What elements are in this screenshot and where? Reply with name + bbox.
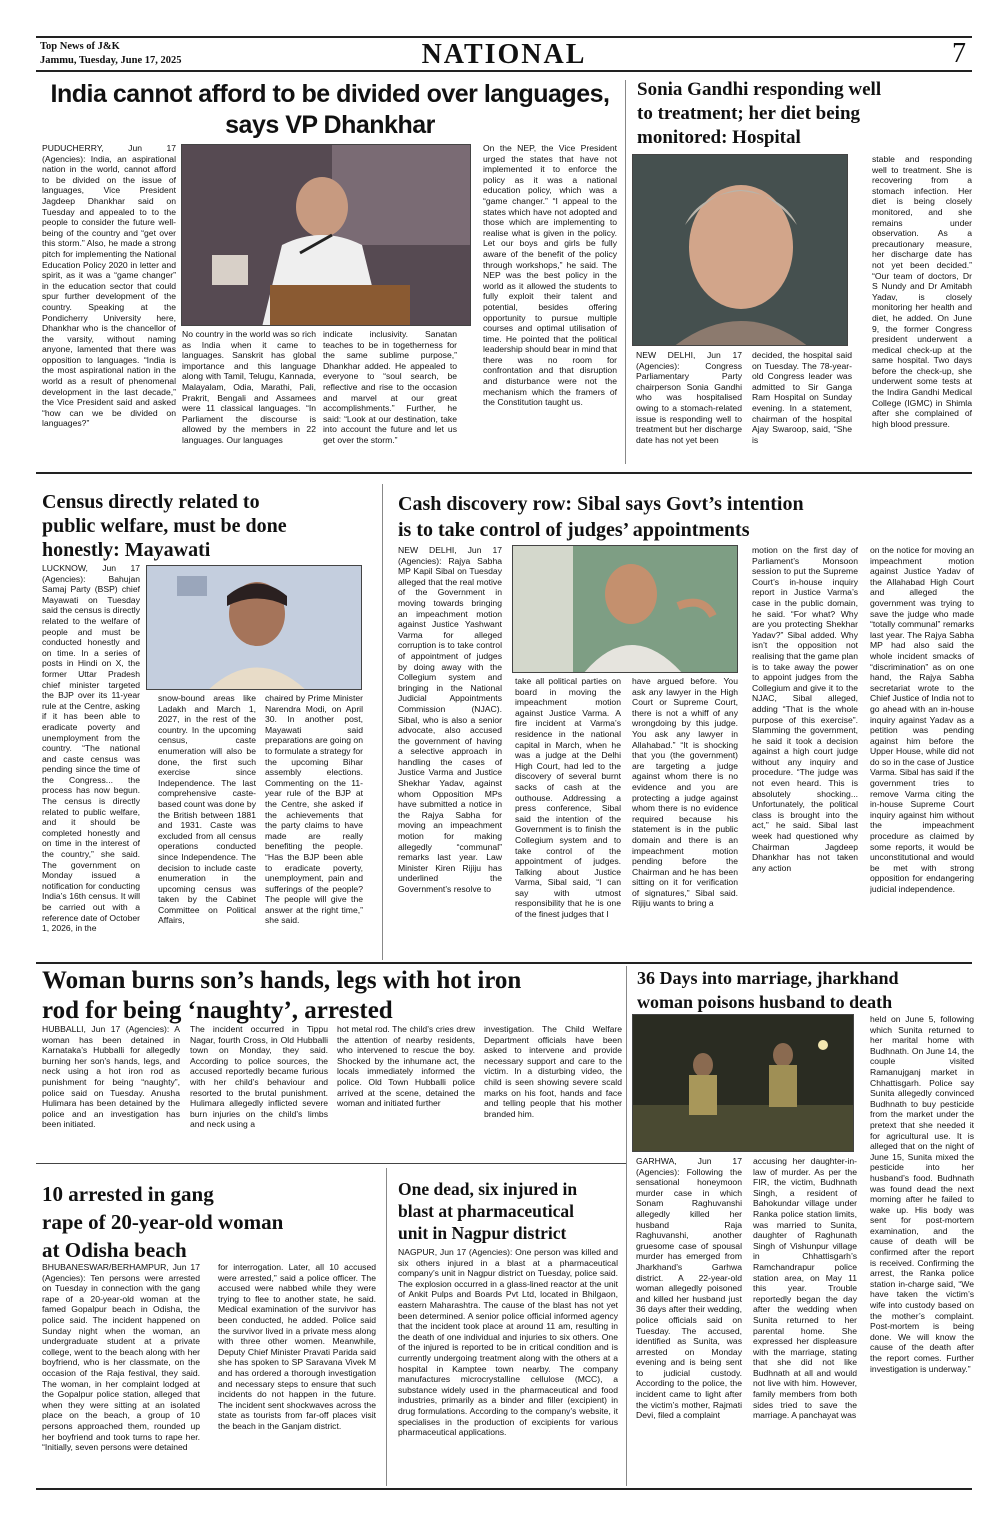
- jharkhand-headline: [637, 966, 977, 1014]
- dhankhar-photo: [181, 144, 471, 326]
- iron-col-2: [190, 1024, 328, 1150]
- masthead: [36, 36, 972, 72]
- mayawati-text-3: chaired by Prime Minister Narendra Modi, on April 30. In another post, Mayawati said preparations are going on to formulate a strategy for the upcoming Bihar assembly elections. Commenting on the 11-year rule of the BJP at the Centre, she asked if the achievements that the party claims to have made are really benefiting the people. “Has the BJP been able to eradicate poverty, unemployment, pain and sufferings of the people? The people will give the answer at the right time,” she said.: [265, 693, 363, 926]
- iron-col-1: [42, 1024, 180, 1150]
- dhankhar-photo-art: [182, 145, 471, 326]
- odisha-headline-line3: at Odisha beach: [42, 1238, 187, 1262]
- mayawati-text-1: LUCKNOW, Jun 17 (Agencies): Bahujan Samaj Party (BSP) chief Mayawati on Tuesday said the census is directly related to the welfare of people and must be conducted honestly and on time. In a series of posts in Hindi on X, the former Uttar Pradesh chief minister targeted the BJP over its 11-year rule at the Centre, asking if it has been able to eradicate poverty and unemployment from the country. “The national and caste census was pending since the time of the Congress... the process has now begun. The census is directly related to public welfare, and it should be completed honestly and on time in the interest of the country,” she said. The government on Monday issued a notification for conducting India’s 16th census. It will be carried out with a reference date of October 1, 2026, in the: [42, 563, 140, 934]
- sibal-headline: [398, 491, 973, 543]
- sonia-text-3: stable and responding well to treatment. She is recovering from a stomach infection. Her diet is being closely monitored, and she remains under observation. As a precautionary measure, her discharge date has not yet been decided.” “Our team of doctors, Dr S Nundy and Dr Amitabh Yadav, is closely monitoring her health and diet, he added. On June 9, the former Congress president underwent a medical check-up at the same hospital. Two days before the check-up, she underwent some tests at the Indira Gandhi Medical College (IGMC) in Shimla after she complained of high blood pressure.: [872, 154, 972, 429]
- dhankhar-col-2: [182, 329, 316, 461]
- mayawati-headline-line3: honestly: Mayawati: [42, 539, 211, 561]
- jharkhand-photo: [632, 1014, 854, 1152]
- dhankhar-col-3: [323, 329, 457, 461]
- nagpur-headline-line3: unit in Nagpur district: [398, 1223, 567, 1243]
- odisha-col-2: [218, 1262, 376, 1486]
- dhankhar-text-4: On the NEP, the Vice President urged the states that have not implemented it to enforce the policy as it was a national education policy, which was a “game changer.” “I appeal to the states which have not adopted and those which are implementing to realise what is given in the policy. Let our boys and girls be fully aware of the benefit of the policy through workshops,” he said. The NEP was the best policy in the world as it allowed the students to fully exploit their talent and potential, besides offering opportunity to pursue multiple courses and optimal utilisation of time. He pointed that the political leadership should bear in mind that there was no room for confrontation and that disruption and disturbance were not the mechanism which the framers of the Constitution taught us.: [483, 143, 617, 408]
- sibal-col-1: [398, 545, 502, 958]
- sibal-col-5: [870, 545, 974, 958]
- dhankhar-headline-line1: India cannot afford to be divided over languages,: [50, 80, 610, 108]
- page-number: 7: [952, 38, 966, 69]
- mayawati-headline-line1: Census directly related to: [42, 491, 260, 513]
- sonia-text-1: NEW DELHI, Jun 17 (Agencies): Congress Parliamentary Party chairperson Sonia Gandhi who was hospitalised owing to a stomach-related issue is responding well to treatment but her discharge date has not yet been: [636, 350, 742, 445]
- mayawati-photo-art: [147, 566, 362, 690]
- mayawati-photo: [146, 565, 362, 690]
- nagpur-text-1: NAGPUR, Jun 17 (Agencies): One person was killed and six others injured in a blast at a pharmaceutical company’s unit in Nagpur district on Tuesday, police said. The explosion occurred in a glass-lined reactor at the unit of Ankit Pulps and Boards Pvt Ltd, located in Bhilgaon, eastern Maharashtra. The cause of the blast has not yet been determined. A senior police official informed agency that the incident took place at around 11 am, resulting in the death of one individual and injuries to six others. One of the injured is reported to be in critical condition and is currently undergoing treatment along with the others at a hospital in Kamptee town nearby. The company manufactures microcrystalline cellulose (MCC), a substance widely used in the pharmaceutical and food industries, primarily as a binder and filler (excipient) in drug formulations. According to the company’s website, it specialises in the production of excipients for various pharmaceutical applications.: [398, 1247, 618, 1438]
- jharkhand-col-1: [636, 1156, 742, 1486]
- divider: [625, 80, 626, 464]
- odisha-text-2: for interrogation. Later, all 10 accused were arrested,” said a police officer. The accused were nabbed while they were trying to flee to another state, he said. Medical examination of the survivor has been conducted, he added. Police said the survivor lived in a private mess along with three other women. Meanwhile, Deputy Chief Minister Pravati Parida said she has spoken to SP Saravana Vivek M and has ordered a thorough investigation and necessary steps to ensure that such incidents do not happen in the future. The incident sent shockwaves across the state as tourists from far-off places visit the beach in the Ganjam district.: [218, 1262, 376, 1431]
- odisha-headline-line1: 10 arrested in gang: [42, 1182, 214, 1206]
- nagpur-headline-line2: blast at pharmaceutical: [398, 1201, 574, 1221]
- jharkhand-col-2: [753, 1156, 857, 1486]
- divider: [386, 1168, 387, 1486]
- jharkhand-text-2: accusing her daughter-in-law of murder. As per the FIR, the victim, Budhnath Singh, a resident of Bahokundar village under Ranka police station limits, was married to Sunita, daughter of Raghunath Singh of Vishunpur village in Chhattisgarh’s Ramchandrapur police station area, on May 11 this year. Trouble reportedly began the day after the wedding when Sunita returned to her parental home. She expressed her displeasure with the marriage, stating that she did not like Budhnath at all and would not live with him. However, family members from both sides tried to save the marriage. A panchayat was: [753, 1156, 857, 1421]
- dhankhar-col-4: [483, 143, 617, 461]
- nagpur-col-1: [398, 1247, 618, 1486]
- sibal-text-1: NEW DELHI, Jun 17 (Agencies): Rajya Sabha MP Kapil Sibal on Tuesday alleged that the real motive of the Government in moving towards bringing an impeachment motion against Justice Yashwant Varma for alleged corruption is to take control of appointment of judges by doing away with the Collegium system and bringing in the National Judicial Appointments Commission (NJAC). Sibal, who is also a senior advocate, also accused the government of having a selective approach in handling the cases of Justice Varma and Justice Shekhar Yadav, against whom Opposition MPs have submitted a notice in the Rajya Sabha for moving an impeachment motion for making allegedly “communal” remarks last year. Law Minister Kiren Rijiju has underlined the Government’s resolve to: [398, 545, 502, 894]
- iron-text-2: The incident occurred in Tippu Nagar, fourth Cross, in Old Hubballi town on Monday, they said. According to police sources, the accused reportedly became furious with her child’s behaviour and resorted to the brutal punishment. Hulimara allegedly inflicted severe burn injuries on the child’s limbs and neck using a: [190, 1024, 328, 1130]
- sonia-text-2: decided, the hospital said on Tuesday. The 78-year-old Congress leader was admitted to Sir Ganga Ram Hospital on Sunday evening. In a statement, chairman of the hospital Ajay Swaroop, said, “She is: [752, 350, 852, 445]
- sonia-col-1: [636, 350, 742, 462]
- mayawati-text-2: snow-bound areas like Ladakh and March 1, 2027, in the rest of the country. In the upcoming census, caste enumeration will also be done, the first such exercise since Independence. The last comprehensive caste-based count was done by the British between 1881 and 1931. Caste was excluded from all census operations conducted since Independence. The decision to include caste enumeration in the upcoming census was taken by the Cabinet Committee on Political Affairs,: [158, 693, 256, 926]
- bottom-rule: [36, 1488, 972, 1490]
- mayawati-col-3: [265, 693, 363, 958]
- dhankhar-headline-line2: says VP Dhankhar: [225, 111, 435, 139]
- odisha-headline: [42, 1180, 382, 1264]
- sibal-photo: [512, 545, 738, 673]
- odisha-col-1: [42, 1262, 200, 1486]
- sibal-headline-line1: Cash discovery row: Sibal says Govt’s intention: [398, 493, 804, 515]
- dhankhar-text-3: indicate inclusivity. Sanatan teaches to be in togetherness for the same sublime purpose,” Dhankhar added. He appealed to everyone to “soul search, be reflective and rise to the occasion and marvel at our great accomplishments.” Further, he said: “Look at our destination, take into account the future and let us get over the storm.”: [323, 329, 457, 445]
- section-rule: [36, 962, 972, 964]
- dhankhar-text-2: No country in the world was so rich as India when it came to languages. Sanskrit has global importance and this language along with Tamil, Telugu, Kannada, Malayalam, Odia, Marathi, Pali, Prakrit, Bengali and Assamees were 11 classical languages. “In Parliament the discourse is allowed by the members in 22 languages. Our languages: [182, 329, 316, 445]
- dhankhar-headline: [40, 79, 620, 141]
- mayawati-headline-line2: public welfare, must be done: [42, 515, 287, 537]
- sibal-col-2: [515, 676, 621, 958]
- jharkhand-text-1: GARHWA, Jun 17 (Agencies): Following the sensational honeymoon murder case in which Sonam Raghuvanshi allegedly killed her husband Raja Raghuvanshi, another gruesome case of spousal murder has emerged from Jharkhand’s Garhwa district. A 22-year-old woman allegedly poisoned and killed her husband just 36 days after their wedding, police officials said on Tuesday. The accused, identified as Sunita, was arrested on Monday evening and is being sent to judicial custody. According to the police, the incident came to light after the victim’s mother, Rajmati Devi, filed a complaint: [636, 1156, 742, 1421]
- divider: [382, 484, 383, 960]
- section-rule: [36, 1163, 626, 1164]
- sonia-headline-line1: Sonia Gandhi responding well: [637, 79, 882, 100]
- jharkhand-col-3: [870, 1014, 974, 1486]
- sibal-col-3: [632, 676, 738, 958]
- section-rule: [36, 472, 972, 474]
- nagpur-headline-line1: One dead, six injured in: [398, 1179, 578, 1199]
- sonia-headline-line2: to treatment; her diet being: [637, 103, 861, 124]
- jharkhand-headline-line1: 36 Days into marriage, jharkhand: [637, 968, 899, 988]
- iron-text-1: HUBBALLI, Jun 17 (Agencies): A woman has been detained in Karnataka’s Hubballi for allegedly burning her son’s hands, legs, and neck using a hot iron rod as punishment for being “naughty”, police said on Tuesday. Anusha Hulimara has been detained by the police and an investigation has been initiated.: [42, 1024, 180, 1130]
- sibal-photo-art: [513, 546, 738, 673]
- sonia-photo: [632, 154, 848, 346]
- sonia-col-3: [872, 154, 972, 462]
- dhankhar-text-1: PUDUCHERRY, Jun 17 (Agencies): India, an aspirational nation in the world, cannot afford to be divided on the issue of languages, Vice President Jagdeep Dhankhar said on Tuesday and appealed to to the people to consider the future well-being of the country and “get over this storm.” Also, he made a strong pitch for implementing the National Education Policy 2020 in letter and spirit, as it was a “game changer” in the education sector that could spur further development of the country. Speaking at the Pondicherry University here, Dhankhar who is the chancellor of the varsity, without naming anyone, lamented that there was opposition to languages. “India is the most aspirational nation in the world as a result of phenomenal development in the last decade,” the Vice President said and asked “how can we be divided on languages?”: [42, 143, 176, 429]
- iron-col-4: [484, 1024, 622, 1150]
- iron-text-3: hot metal rod. The child’s cries drew the attention of nearby residents, who intervened to rescue the boy. Shocked by the inhumane act, the locals immediately informed the police. Old Town Hubballi police arrived at the scene, detained the woman and initiated further: [337, 1024, 475, 1109]
- sonia-col-2: [752, 350, 852, 462]
- iron-col-3: [337, 1024, 475, 1150]
- jharkhand-text-3: held on June 5, following which Sunita returned to her marital home with Budhnath. On June 14, the couple visited Ramanujganj market in Chhattisgarh. Police say Sunita allegedly convinced Budhnath to buy pesticide from the market under the pretext that she needed it for agricultural use. It is alleged that on the night of June 15, Sunita mixed the pesticide into her husband’s food. Budhnath was found dead the next morning after he failed to wake up. His body was sent for post-mortem examination, and the cause of death will be confirmed after the report is received. Confirming the arrest, the Ranka police station in-charge said, “We have taken the victim’s wife into custody based on the mother’s complaint. Post-mortem is being done. We will know the cause of the death after the report comes. Further investigation is underway.”: [870, 1014, 974, 1374]
- dhankhar-col-1: [42, 143, 176, 461]
- nagpur-headline: [398, 1178, 628, 1244]
- sonia-headline-line3: monitored: Hospital: [637, 127, 801, 148]
- sibal-text-2: take all political parties on board in moving the impeachment motion against Justice Varma. A fire incident at Varma’s residence in the national capital in March, when he was a judge at the Delhi High Court, had led to the discovery of several burnt sacks of cash at the outhouse. Addressing a press conference, Sibal said the intention of the Government is to finish the Collegium system and to take control of the appointment of judges. Talking about Justice Varma, Sibal said, “I can say with utmost responsibility that he is one of the finest judges that I: [515, 676, 621, 920]
- sonia-headline: [637, 78, 967, 150]
- section-title: NATIONAL: [421, 39, 587, 70]
- paper-name: Top News of J&K: [40, 41, 120, 52]
- iron-headline-line2: rod for being ‘naughty’, arrested: [42, 997, 393, 1024]
- sibal-text-4: motion on the first day of Parliament’s Monsoon session to put the Supreme Court’s in-house inquiry report in Justice Varma’s case in the public domain, he said. “For what? Why are you protecting Shekhar Yadav?” Sibal added. Why isn’t the opposition not realising that the game plan is to take away the power to appoint judges from the Collegium and give it to the NJAC, Sibal alleged, adding “That is the whole purpose of this exercise”. Slamming the government, he said it took a decision against a high court judge without any inquiry and procedure. “The judge was not even heard. This is absolutely shocking... Unfortunately, the political class is brought into the act,” he said. Sibal last week had questioned why Chairman Jagdeep Dhankhar has not taken any action: [752, 545, 858, 873]
- mayawati-col-1: [42, 563, 140, 958]
- sibal-headline-line2: is to take control of judges’ appointments: [398, 519, 750, 541]
- odisha-headline-line2: rape of 20-year-old woman: [42, 1210, 284, 1234]
- sonia-photo-art: [633, 155, 848, 346]
- iron-text-4: investigation. The Child Welfare Department officials have been asked to intervene and provide necessary support and care to the victim. In a disturbing video, the child is seen showing severe scald marks on his foot, hands and face and telling people that his mother branded him.: [484, 1024, 622, 1119]
- jharkhand-photo-art: [633, 1015, 854, 1152]
- iron-headline: [42, 966, 622, 1026]
- mayawati-col-2: [158, 693, 256, 958]
- dateline: Jammu, Tuesday, June 17, 2025: [40, 55, 182, 66]
- sibal-col-4: [752, 545, 858, 958]
- mayawati-headline: [42, 490, 372, 562]
- jharkhand-headline-line2: woman poisons husband to death: [637, 992, 893, 1012]
- sibal-text-5: on the notice for moving an impeachment motion against Justice Yadav of the Allahabad High Court and alleged the government was trying to save the judge who made “totally communal” remarks last year. The Rajya Sabha MP had also said the whole incident smacks of “discrimination” as on one hand, the Rajya Sabha secretariat wrote to the Chief Justice of India not to go ahead with an in-house inquiry against Yadav as a petition was pending against him before the Upper House, while did not do so in the case of Justice Varma. Sibal has said if the government tries to remove Varma citing the in-house Supreme Court inquiry against him without the impeachment procedure as claimed by some reports, it would be unconstitutional and would be met with strong opposition for endangering judicial independence.: [870, 545, 974, 894]
- sibal-text-3: have argued before. You ask any lawyer in the High Court or Supreme Court, there is not a whiff of any wrongdoing by this judge. You ask any lawyer in Allahabad.” “It is shocking that you (the government) are targeting a judge against whom there is no evidence and you are protecting a judge against whom there is no evidence required because his statement is in the public domain and there is an impeachment motion pending before the Chairman and he has been sitting on it for verification of signatures,” Sibal said. Rijiju wants to bring a: [632, 676, 738, 909]
- odisha-text-1: BHUBANESWAR/BERHAMPUR, Jun 17 (Agencies): Ten persons were arrested on Tuesday in connection with the gang rape of a 20-year-old woman at the famed Gopalpur beach in Odisha, the police said. The incident happened on Sunday night when the woman, an undergraduate student at a private college, went to the beach along with her boyfriend, who is her classmate, on the occasion of the Raja festival, they said. The woman, in her complaint lodged at the Gopalpur police station, alleged that when they were sitting at an isolated place on the beach, a group of 10 persons approached them, rounded up her boyfriend and took turns to rape her. “Initially, seven persons were detained: [42, 1262, 200, 1453]
- iron-headline-line1: Woman burns son’s hands, legs with hot iron: [42, 967, 522, 994]
